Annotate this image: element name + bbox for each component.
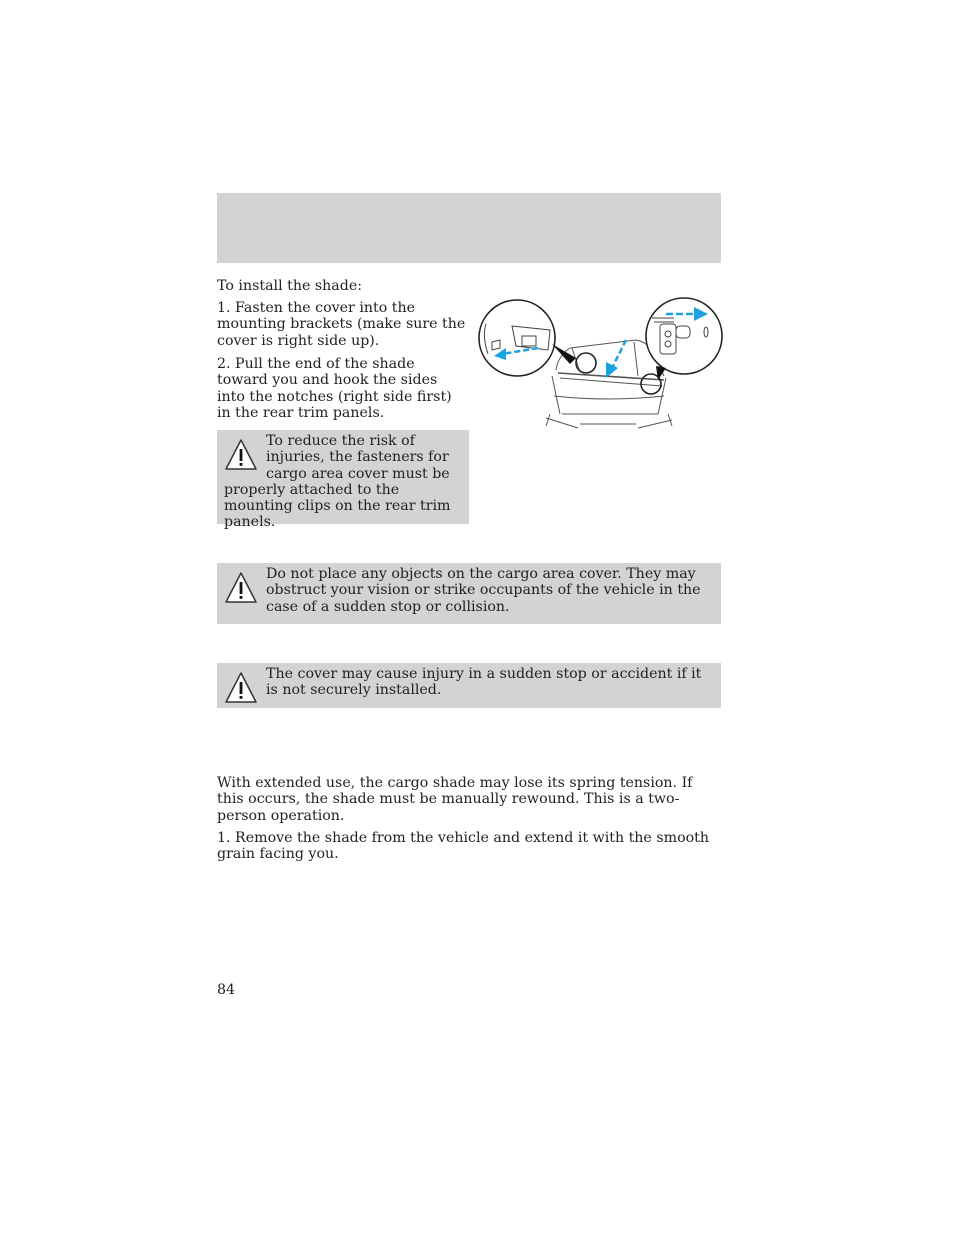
warning-box-secure xyxy=(217,663,721,708)
install-step-1: 1. Fasten the cover into the mounting brackets (make sure the cover is right side up). xyxy=(217,300,466,349)
page-number: 84 xyxy=(217,982,236,998)
warning-triangle-icon xyxy=(224,671,258,705)
warning-box-fasteners xyxy=(217,430,469,531)
warning-box-objects xyxy=(217,563,721,624)
warning-triangle-icon xyxy=(224,571,258,605)
cargo-shade-installation-figure xyxy=(478,296,726,434)
rewind-paragraph: With extended use, the cargo shade may lose its spring tension. If this occurs, the shade must be manually rewound. This is a two-person operation. xyxy=(217,775,693,824)
section-header-band xyxy=(217,193,721,263)
warning-text-objects: Do not place any objects on the cargo area cover. They may obstruct your vision or strike occupants of the vehicle in the case of a sudden stop or collision. xyxy=(266,566,701,615)
warning-text-secure: The cover may cause injury in a sudden stop or accident if it is not securely installed. xyxy=(266,666,702,699)
warning-triangle-icon xyxy=(224,438,258,472)
rewind-step-1: 1. Remove the shade from the vehicle and extend it with the smooth grain facing you. xyxy=(217,830,709,863)
install-intro: To install the shade: xyxy=(217,278,362,294)
warning-text-fasteners: To reduce the risk of injuries, the fasteners for cargo area cover must be properly attached to the mounting clips on the rear trim panels. xyxy=(224,433,451,531)
install-step-2: 2. Pull the end of the shade toward you and hook the sides into the notches (right side first) in the rear trim panels. xyxy=(217,356,452,421)
